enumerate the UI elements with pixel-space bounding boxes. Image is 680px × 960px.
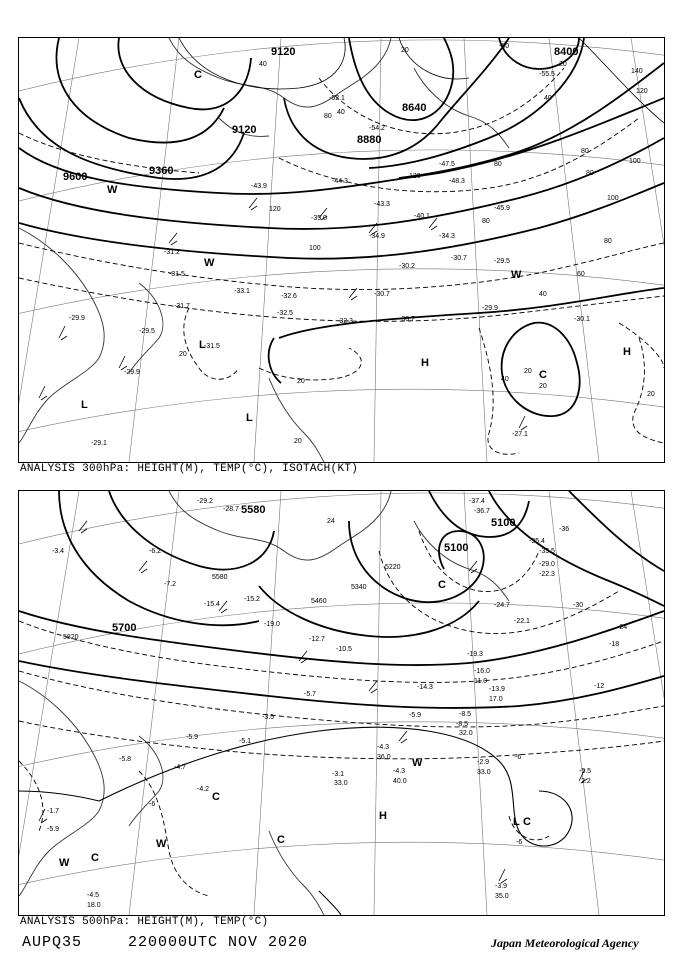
map-label: -4.5: [87, 892, 100, 899]
pressure-system-symbol: W: [511, 269, 522, 281]
map-label: -36: [559, 526, 570, 533]
map-label: -4.3: [377, 744, 390, 751]
map-label: 20: [524, 368, 532, 375]
map-label: -22.1: [514, 618, 530, 625]
bulletin-code: AUPQ35: [22, 934, 83, 951]
map-label: -32.3: [337, 318, 353, 325]
pressure-system-symbol: C: [91, 852, 99, 864]
map-label: -4.7: [174, 764, 187, 771]
map-label: 24: [327, 518, 335, 525]
pressure-system-symbol: C: [539, 369, 547, 381]
height-contours: [19, 491, 664, 915]
map-label: 32.0: [459, 730, 473, 737]
map-label: -22.3: [539, 571, 555, 578]
map-label: 80: [581, 148, 589, 155]
map-label: -6.2: [149, 548, 162, 555]
map-label: -10.5: [336, 646, 352, 653]
map-label: -13.9: [489, 686, 505, 693]
map-label: 36.0: [377, 754, 391, 761]
panel-caption-500hpa: ANALYSIS 500hPa: HEIGHT(M), TEMP(°C): [20, 916, 269, 928]
map-label: 5220: [385, 564, 401, 571]
map-label: 8880: [357, 134, 382, 146]
map-label: 140: [631, 68, 643, 75]
map-panel-500hpa: [18, 490, 665, 916]
map-label: -30.1: [574, 316, 590, 323]
map-label: -31.5: [169, 271, 185, 278]
map-label: -31.2: [164, 249, 180, 256]
map-label: -24.7: [494, 602, 510, 609]
panel-caption-300hpa: ANALYSIS 300hPa: HEIGHT(M), TEMP(°C), ISOTACH(KT): [20, 463, 359, 475]
map-label: 11.0: [474, 678, 488, 685]
pressure-system-symbol: L: [81, 399, 88, 411]
map-label: -29.2: [197, 498, 213, 505]
pressure-system-symbol: C: [277, 834, 285, 846]
pressure-system-symbol: C: [194, 69, 202, 81]
map-label: -6: [516, 839, 523, 846]
map-label: 120: [409, 173, 421, 180]
map-label: 100: [309, 245, 321, 252]
map-label: 40: [544, 95, 552, 102]
map-label: 20: [179, 351, 187, 358]
map-label: -5.8: [119, 756, 132, 763]
agency-name: Japan Meteorological Agency: [491, 936, 639, 950]
map-label: -6: [515, 754, 522, 761]
map-label: 80: [482, 218, 490, 225]
map-label: -31.5: [204, 343, 220, 350]
map-label: -2.9: [477, 759, 490, 766]
map-label: -19.0: [264, 621, 280, 628]
map-label: -29.1: [91, 440, 107, 447]
map-label: -12: [594, 683, 605, 690]
map-label: -12.7: [309, 636, 325, 643]
pressure-system-symbol: L: [513, 816, 520, 828]
map-label: -4.2: [197, 786, 210, 793]
map-label: -29.5: [139, 328, 155, 335]
map-label: 5820: [63, 634, 79, 641]
pressure-system-symbol: W: [107, 184, 118, 196]
map-label: -18: [609, 641, 620, 648]
map-label: 20: [559, 61, 567, 68]
map-label: -29.9: [482, 305, 498, 312]
map-panel-300hpa: [18, 37, 665, 463]
map-label: -34.9: [369, 233, 385, 240]
map-label: 40: [501, 376, 509, 383]
map-label: 18.0: [87, 902, 101, 909]
pressure-system-symbol: W: [204, 257, 215, 269]
map-label: -5.7: [304, 691, 317, 698]
map-label: -29.9: [69, 315, 85, 322]
map-label: -29.0: [539, 561, 555, 568]
map-label: 33.0: [477, 769, 491, 776]
pressure-system-symbol: C: [523, 816, 531, 828]
map-label: 5100: [491, 517, 516, 529]
map-label: 60: [577, 271, 585, 278]
map-label: 120: [269, 206, 281, 213]
map-label: 17.0: [489, 696, 503, 703]
map-label: -43.9: [251, 183, 267, 190]
map-label: -3.5: [262, 714, 275, 721]
map-label: 8400: [554, 46, 579, 58]
pressure-system-symbol: L: [199, 339, 206, 351]
map-label: -33.1: [234, 288, 250, 295]
pressure-system-symbol: C: [438, 579, 446, 591]
map-label: 35.0: [495, 893, 509, 900]
isotherms: [19, 531, 664, 896]
map-label: -3.1: [332, 771, 345, 778]
map-label: -5.1: [239, 738, 252, 745]
map-label: -5.9: [47, 826, 60, 833]
pressure-system-symbol: H: [421, 357, 429, 369]
map-label: 9120: [232, 124, 257, 136]
map-label: -36.7: [474, 508, 490, 515]
map-label: -52.1: [329, 95, 345, 102]
map-label: -15.2: [244, 596, 260, 603]
wind-barbs: [39, 521, 587, 883]
analysis-time: 220000UTC NOV 2020: [128, 934, 309, 951]
pressure-system-symbol: C: [212, 791, 220, 803]
map-label: 120: [636, 88, 648, 95]
map-label: -35.4: [529, 538, 545, 545]
map-label: 20: [297, 378, 305, 385]
map-label: -35.0: [311, 215, 327, 222]
map-label: 20: [539, 383, 547, 390]
map-label: -7.2: [164, 581, 177, 588]
map-label: -15.4: [204, 601, 220, 608]
map-label: -5.5: [579, 768, 592, 775]
map-label: 20: [647, 391, 655, 398]
map-label: -30: [573, 602, 584, 609]
map-label: 33.0: [334, 780, 348, 787]
map-label: 80: [324, 113, 332, 120]
map-label: -5.9: [409, 712, 422, 719]
map-label: -55.5: [539, 71, 555, 78]
map-label: -30.2: [399, 263, 415, 270]
map-label: 5460: [311, 598, 327, 605]
map-label: 20: [294, 438, 302, 445]
pressure-system-symbol: L: [246, 412, 253, 424]
map-label: -54.2: [369, 125, 385, 132]
map-label: 9600: [63, 171, 88, 183]
map-label: -19.3: [467, 651, 483, 658]
map-label: 9360: [149, 165, 174, 177]
pressure-system-symbol: W: [59, 857, 70, 869]
pressure-system-symbol: W: [156, 838, 167, 850]
map-label: 80: [494, 161, 502, 168]
map-500hpa: [19, 491, 664, 915]
map-label: -45.9: [494, 205, 510, 212]
map-label: 5580: [212, 574, 228, 581]
pressure-system-symbol: H: [379, 810, 387, 822]
map-label: 80: [604, 238, 612, 245]
map-label: -33.5: [539, 548, 555, 555]
map-label: 40: [337, 109, 345, 116]
map-label: 8640: [402, 102, 427, 114]
map-300hpa: [19, 38, 664, 462]
map-label: -32.5: [277, 310, 293, 317]
map-label: 5340: [351, 584, 367, 591]
map-label: -30.7: [399, 316, 415, 323]
map-label: -47.5: [439, 161, 455, 168]
map-label: 9120: [271, 46, 296, 58]
pressure-system-symbol: W: [412, 757, 423, 769]
map-label: 5700: [112, 622, 137, 634]
map-label: 5100: [444, 542, 469, 554]
map-label: -8.5: [459, 711, 472, 718]
map-label: 40: [539, 291, 547, 298]
map-label: 2.2: [581, 778, 591, 785]
map-label: -44.3: [332, 178, 348, 185]
map-label: -1.7: [47, 808, 60, 815]
map-label: 40: [259, 61, 267, 68]
map-label: -34.3: [439, 233, 455, 240]
map-label: -30.7: [374, 291, 390, 298]
map-label: -8.5: [456, 721, 469, 728]
map-label: -60: [499, 43, 510, 50]
map-label: 100: [607, 195, 619, 202]
map-labels: [63, 43, 655, 447]
map-label: -43.3: [374, 201, 390, 208]
map-label: 40.0: [393, 778, 407, 785]
map-label: 20: [401, 47, 409, 54]
map-label: -32.6: [281, 293, 297, 300]
map-label: 5580: [241, 504, 266, 516]
map-label: -3.4: [52, 548, 65, 555]
map-label: -6: [149, 801, 156, 808]
map-label: -16.0: [474, 668, 490, 675]
map-label: -24: [617, 624, 628, 631]
map-label: -30.7: [451, 255, 467, 262]
map-label: 80: [586, 170, 594, 177]
map-label: -40.1: [414, 213, 430, 220]
map-label: -5.9: [186, 734, 199, 741]
pressure-system-symbol: H: [623, 346, 631, 358]
map-label: 100: [629, 158, 641, 165]
map-label: -4.3: [393, 768, 406, 775]
map-label: -27.1: [512, 431, 528, 438]
map-label: -14.3: [417, 684, 433, 691]
map-label: -3.9: [495, 883, 508, 890]
map-label: -29.5: [494, 258, 510, 265]
map-label: -48.3: [449, 178, 465, 185]
map-label: -28.7: [223, 506, 239, 513]
map-label: -31.7: [174, 303, 190, 310]
map-label: -37.4: [469, 498, 485, 505]
map-label: -29.9: [124, 369, 140, 376]
